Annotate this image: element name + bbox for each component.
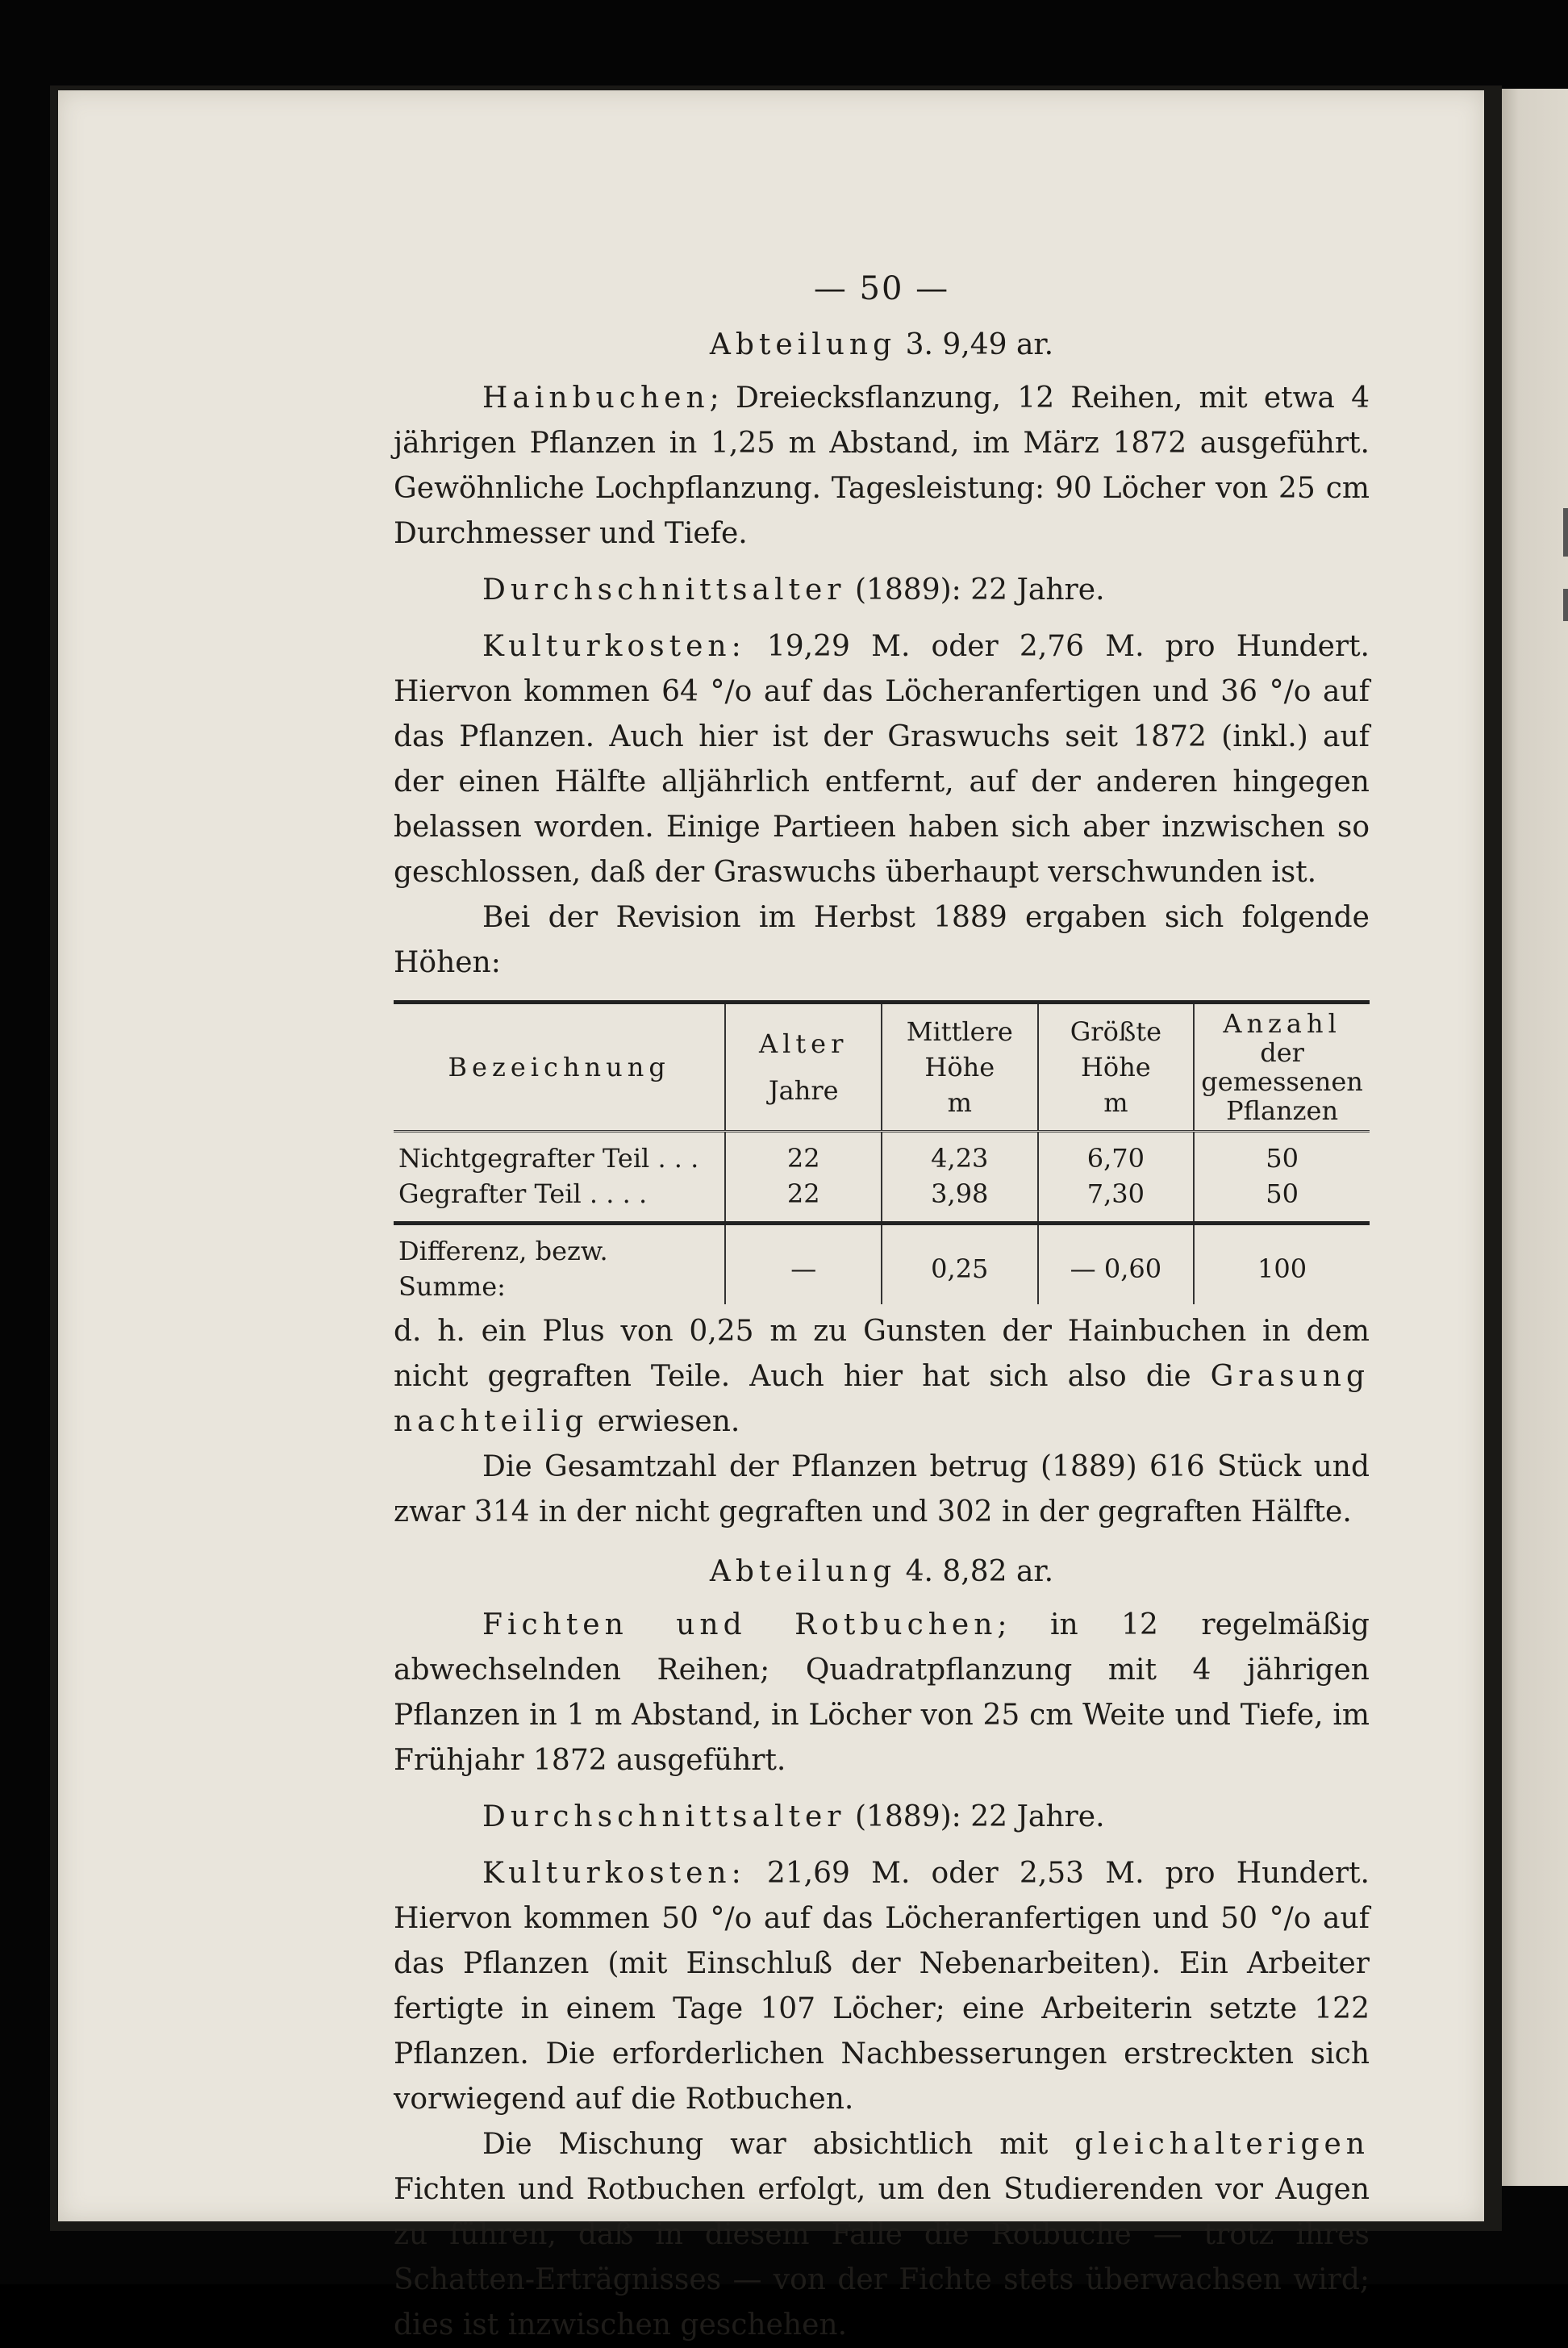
section-3-age <box>394 568 1370 613</box>
section-4-heading <box>394 1549 1370 1595</box>
section-4-description-text: ; in 12 regelmäßig abwechselnden Reihen; Quadratpflanzung mit 4 jährigen Pflanzen in 1 m Abstand, in Löcher von 25 cm Weite und Tiefe, im Frühjahr 1872 ausgeführt. <box>394 1608 1370 1777</box>
section-3-revision: Bei der Revision im Herbst 1889 ergaben sich folgende Höhen: <box>394 901 1370 979</box>
section-4-age <box>394 1795 1370 1840</box>
section-4-heading-label: Abteilung <box>709 1555 897 1588</box>
summary-mittlere-hoehe: 0,25 <box>882 1224 1038 1305</box>
section-3-age-label: Durchschnittsalter <box>482 573 846 607</box>
section-4-heading-rest: 4. 8,82 ar. <box>905 1555 1054 1588</box>
section-4-age-label: Durchschnittsalter <box>482 1800 846 1833</box>
section-4-age-value: (1889): 22 Jahre. <box>845 1800 1105 1833</box>
cell-mittlere-hoehe: 4,23 <box>882 1132 1038 1177</box>
cell-mittlere-hoehe: 3,98 <box>882 1176 1038 1224</box>
section-3-description <box>394 376 1370 557</box>
table-header-row <box>394 1003 1370 1132</box>
emphasis-grasung: Grasung nachteilig <box>394 1360 1370 1438</box>
col-header-alter: Alter Jahre <box>725 1003 882 1132</box>
emphasis-gleichalterigen: gleichalterigen <box>1074 2128 1370 2161</box>
table-row <box>394 1176 1370 1224</box>
section-4-costs <box>394 1851 1370 2122</box>
section-4-species: Fichten und Rotbuchen <box>482 1608 998 1641</box>
col-header-anzahl: Anzahl der gemessenen Pflanzen <box>1194 1003 1370 1132</box>
section-3-costs-text: 19,29 M. oder 2,76 M. pro Hundert. Hiervon kommen 64 °/o auf das Löcheranfertigen und 36 °/o auf das Pflanzen. Auch hier ist der Graswuchs seit 1872 (inkl.) auf der einen Hälfte alljährlich entfernt, auf der anderen hingegen belassen worden. Einige Partieen haben sich aber inzwischen so geschlossen, daß der Graswuchs überhaupt verschwunden ist. <box>394 630 1370 889</box>
section-4-costs-label: Kulturkosten: <box>482 1857 746 1890</box>
section-4-description <box>394 1603 1370 1783</box>
cell-alter: 22 <box>725 1176 882 1224</box>
row-label: Gegrafter Teil . . . . <box>398 1178 648 1209</box>
summary-label: Differenz, bezw. Summe: <box>394 1224 725 1305</box>
facing-page-mark <box>1563 589 1568 621</box>
cell-groesste-hoehe: 6,70 <box>1038 1132 1195 1177</box>
cell-groesste-hoehe: 7,30 <box>1038 1176 1195 1224</box>
summary-anzahl: 100 <box>1194 1224 1370 1305</box>
col-header-mittlere-hoehe: Mittlere Höhe m <box>882 1003 1038 1132</box>
cell-anzahl: 50 <box>1194 1132 1370 1177</box>
section-3-heading-label: Abteilung <box>709 328 897 361</box>
section-4-costs-text: 21,69 M. oder 2,53 M. pro Hundert. Hiervon kommen 50 °/o auf das Löcheranfertigen und 50 °/o auf das Pflanzen (mit Einschluß der Nebenarbeiten). Ein Arbeiter fertigte in einem Tage 107 Löcher; eine Arbeiterin setzte 122 Pflanzen. Die erforderlichen Nachbesserungen erstreckten sich vorwiegend auf die Rotbuchen. <box>394 1857 1370 2116</box>
heights-table <box>394 1000 1370 1304</box>
col-header-groesste-hoehe: Größte Höhe m <box>1038 1003 1195 1132</box>
col-header-bezeichnung: Bezeichnung <box>394 1003 725 1132</box>
facing-page-mark <box>1563 508 1568 557</box>
row-label: Nichtgegrafter Teil . . . <box>398 1143 699 1174</box>
summary-groesste-hoehe: — 0,60 <box>1038 1224 1195 1305</box>
cell-anzahl: 50 <box>1194 1176 1370 1224</box>
section-3-species: Hainbuchen <box>482 382 710 415</box>
table-summary-row <box>394 1224 1370 1305</box>
section-3-description-text: ; Dreiecksflanzung, 12 Reihen, mit etwa 4 jährigen Pflanzen in 1,25 m Abstand, im März 1872 ausgeführt. Gewöhnliche Lochpflanzung. Tagesleistung: 90 Löcher von 25 cm Durchmesser und Tiefe. <box>394 382 1370 550</box>
section-3-age-value: (1889): 22 Jahre. <box>845 573 1105 607</box>
table-row <box>394 1132 1370 1177</box>
section-3-heading <box>394 323 1370 368</box>
summary-alter: — <box>725 1224 882 1305</box>
page-number: — 50 — <box>813 270 950 307</box>
plant-count: Die Gesamtzahl der Pflanzen betrug (1889) 616 Stück und zwar 314 in der nicht gegraften und 302 in der gegraften Hälfte. <box>394 1450 1370 1528</box>
section-3-heading-rest: 3. 9,49 ar. <box>905 328 1054 361</box>
section-3-costs <box>394 624 1370 895</box>
page-content <box>394 266 1370 2348</box>
section-3-costs-label: Kulturkosten: <box>482 630 746 663</box>
cell-alter: 22 <box>725 1132 882 1177</box>
table-conclusion: d. h. ein Plus von 0,25 m zu Gunsten der Hainbuchen in dem nicht gegraften Teile. Auch hier hat sich also die Grasung nachteilig erwiesen. <box>394 1315 1370 1438</box>
section-4-mixing: Die Mischung war absichtlich mit gleichalterigen Fichten und Rotbuchen erfolgt, um den Studierenden vor Augen zu führen, daß in diesem Falle die Rotbuche — trotz ihres Schatten-Erträgnisses — von der Fichte stets überwachsen wird; dies ist inzwischen geschehen. <box>394 2128 1370 2342</box>
